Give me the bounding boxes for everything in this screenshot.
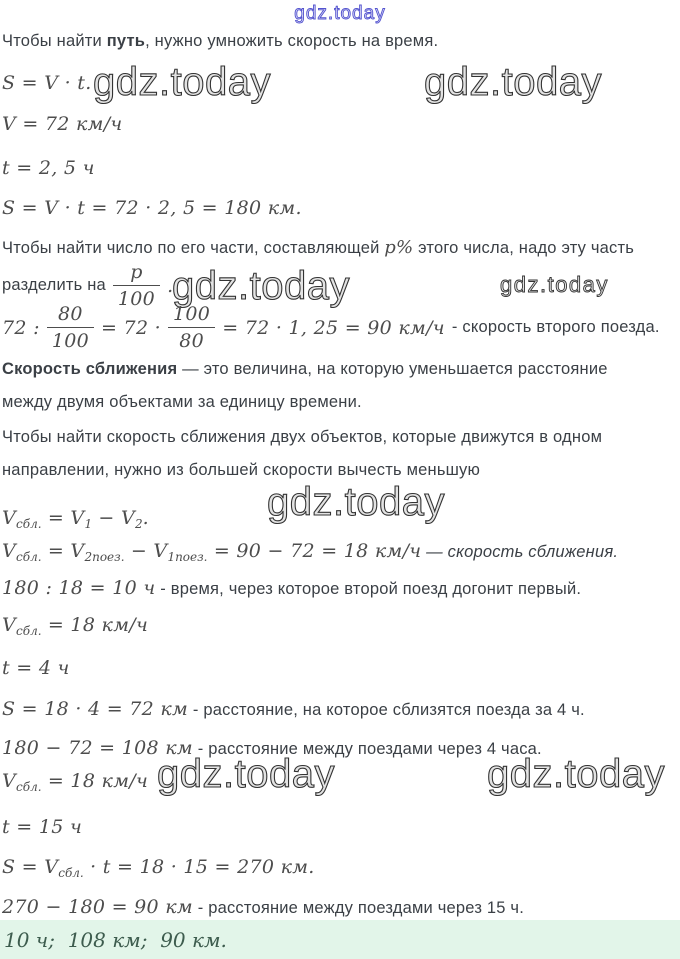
watermark: gdz.today	[93, 60, 271, 104]
math-subscript: 1	[84, 517, 93, 531]
formula-description: - расстояние, на которое сблизятся поезда за 4 ч.	[188, 701, 585, 719]
formula-vsbl-18	[2, 614, 148, 638]
period: .	[142, 507, 149, 529]
fraction-80-100	[47, 303, 94, 352]
formula-vsbl-18-repeat	[2, 770, 148, 794]
math-segment: = V	[41, 540, 85, 562]
formula-s-72	[2, 698, 585, 720]
math-segment: − V	[124, 540, 168, 562]
answer-text: 10 ч; 108 км; 90 км.	[4, 927, 227, 952]
formula-description: - расстояние между поездами через 4 часа.	[192, 740, 542, 758]
formula-t-25: t = 2, 5 ч	[2, 157, 95, 179]
watermark: gdz.today	[500, 272, 609, 297]
formula-v-72: V = 72 км/ч	[2, 113, 123, 135]
math-var: V	[2, 540, 17, 562]
math-subscript: сбл.	[16, 550, 42, 564]
math-segment: 72 :	[2, 316, 40, 339]
math-var: V	[2, 507, 17, 529]
math-segment: = V	[41, 507, 85, 529]
fraction-denominator: 80	[179, 330, 204, 352]
formula-vsbl-definition	[2, 507, 149, 531]
formula-t-15: t = 15 ч	[2, 816, 83, 838]
math-segment: 270 − 180 = 90 км	[2, 896, 193, 918]
math-p-percent: p%	[384, 237, 414, 258]
formula-vsbl-calculation	[2, 540, 618, 564]
bold-term-closing-speed: Скорость сближения	[2, 360, 178, 378]
math-subscript: 2поез.	[84, 550, 125, 564]
formula-description: - расстояние между поездами через 15 ч.	[192, 899, 524, 917]
paragraph-text: Чтобы найти число по его части, составляющей	[2, 239, 385, 257]
math-segment: S =	[2, 856, 45, 878]
formula-description: - время, через которое второй поезд догонит первый.	[155, 580, 582, 598]
watermark-top: gdz.today	[294, 3, 386, 24]
math-var: V	[2, 770, 17, 792]
paragraph-closing-speed-rule: Чтобы найти скорость сближения двух объектов, которые движутся в одном	[2, 428, 603, 446]
paragraph-text: , нужно умножить скорость на время.	[145, 32, 439, 50]
formula-distance-90	[2, 896, 524, 918]
math-subscript: 2	[135, 517, 143, 531]
paragraph-text: разделить на	[2, 276, 106, 294]
math-segment: − V	[92, 507, 136, 529]
math-subscript: сбл.	[16, 780, 42, 794]
paragraph-path-rule	[2, 32, 438, 51]
watermark: gdz.today	[487, 752, 665, 796]
paragraph-text: Чтобы найти	[2, 32, 107, 50]
formula-s-270	[2, 856, 315, 880]
math-segment: = 72 · 1, 25 = 90 км/ч	[222, 316, 445, 339]
paragraph-closing-speed-def	[2, 360, 608, 379]
math-segment: · t = 18 · 15 = 270 км.	[83, 856, 315, 878]
formula-description: - скорость второго поезда.	[451, 318, 660, 336]
math-subscript: сбл.	[16, 624, 42, 638]
math-subscript: сбл.	[58, 866, 84, 880]
fraction-numerator: 100	[168, 303, 215, 328]
bold-term-path: путь	[106, 32, 146, 50]
paragraph-percent-rule	[2, 237, 634, 258]
paragraph-text: этого числа, надо эту часть	[413, 239, 635, 257]
paragraph-text: — это величина, на которую уменьшается расстояние	[177, 360, 608, 378]
formula-t-4: t = 4 ч	[2, 657, 70, 679]
period: .	[167, 274, 174, 297]
math-segment: = 18 км/ч	[41, 614, 149, 636]
fraction-numerator: p	[113, 261, 160, 286]
math-segment: = 18 км/ч	[41, 770, 149, 792]
fraction-denominator: 100	[51, 330, 89, 352]
watermark: gdz.today	[267, 480, 445, 524]
fraction-denominator: 100	[117, 288, 156, 310]
fraction-100-80	[168, 303, 215, 352]
math-var: V	[2, 614, 17, 636]
math-var: V	[44, 856, 59, 878]
formula-description: — скорость сближения.	[421, 543, 619, 561]
paragraph-closing-speed-rule2: направлении, нужно из большей скорости вычесть меньшую	[2, 461, 481, 479]
formula-time-10h	[2, 577, 581, 599]
math-segment: = 90 − 72 = 18 км/ч	[207, 540, 422, 562]
watermark: gdz.today	[157, 752, 335, 796]
fraction-numerator: 80	[47, 303, 94, 328]
watermark: gdz.today	[172, 264, 350, 308]
math-segment: 180 − 72 = 108 км	[2, 737, 193, 759]
formula-s-v-t: S = V · t.	[2, 72, 92, 94]
formula-second-train-speed	[2, 303, 660, 352]
answer-banner	[0, 920, 680, 959]
paragraph-closing-speed-def2: между двумя объектами за единицу времени.	[2, 393, 362, 411]
formula-s-180: S = V · t = 72 · 2, 5 = 180 км.	[2, 197, 302, 219]
math-subscript: сбл.	[16, 517, 42, 531]
math-segment: S = 18 · 4 = 72 км	[2, 698, 189, 720]
watermark: gdz.today	[424, 60, 602, 104]
math-segment: = 72 ·	[101, 316, 162, 339]
math-subscript: 1поез.	[167, 550, 208, 564]
math-segment: 180 : 18 = 10 ч	[2, 577, 156, 599]
